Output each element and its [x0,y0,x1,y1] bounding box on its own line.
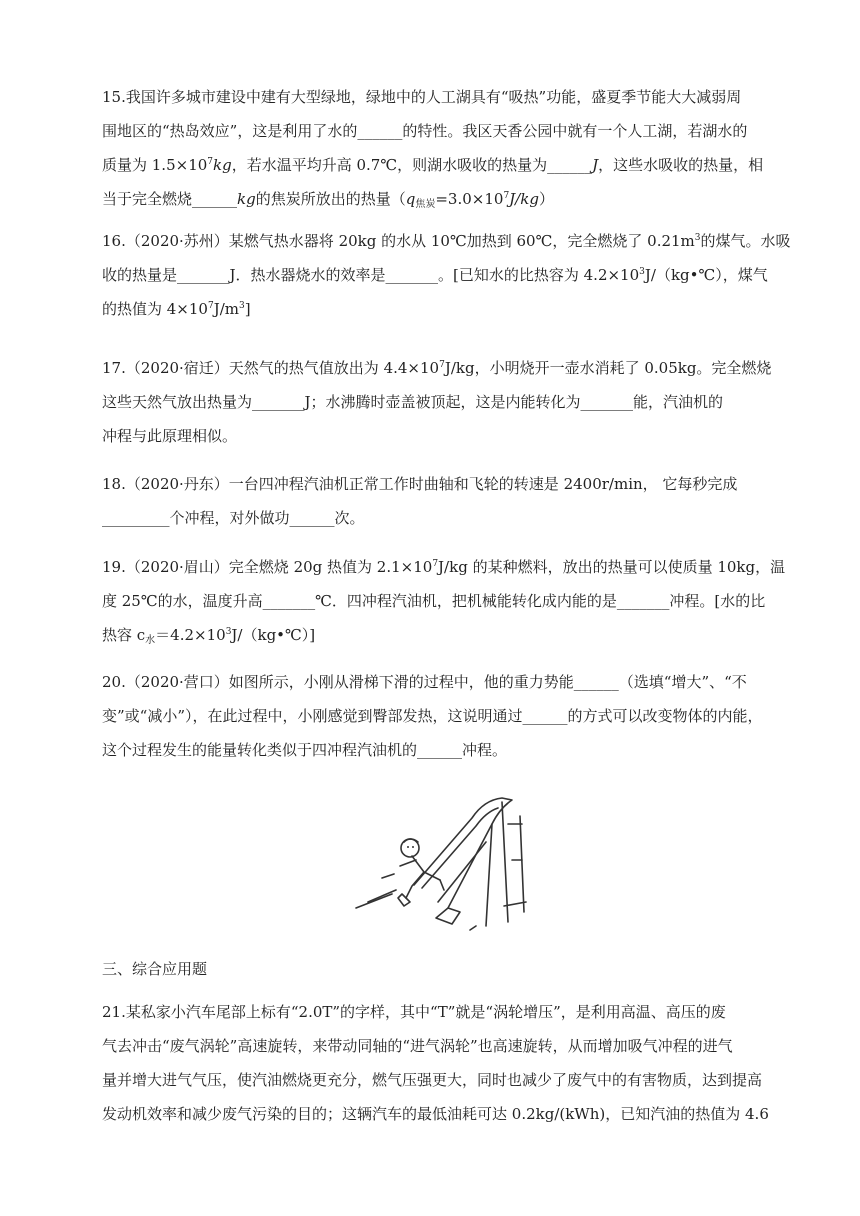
question-17 [102,351,772,453]
question-18 [102,467,762,535]
q21-line-3: 量并增大进气气压，使汽油燃烧更充分，燃气压强更大，同时也减少了废气中的有害物质，达到提高 [102,1071,763,1089]
question-16 [102,224,791,326]
q18-line-1: 18.（2020·丹东）一台四冲程汽油机正常工作时曲轴和飞轮的转速是 2400r/min， 它每秒完成 [102,475,738,493]
q16-line-3: 的热值为 $4\times 10^7J/m^3$] [102,300,251,318]
q19-line-2: 度 25℃的水，温度升高_______℃．四冲程汽油机，把机械能转化成内能的是_______冲程。[水的比 [102,592,766,610]
question-21 [102,995,769,1131]
q21-line-2: 气去冲击“废气涡轮”高速旋转，来带动同轴的“进气涡轮”也高速旋转，从而增加吸气冲程的进气 [102,1037,733,1055]
section-heading: 三、综合应用题 [102,960,208,978]
q16-line-2: 收的热量是_______J．热水器烧水的效率是_______。[已知水的比热容为 $4.2\times 10^3J/(kg•℃)$，煤气 [102,266,768,284]
q17-line-2: 这些天然气放出热量为_______J；水沸腾时壶盖被顶起，这是内能转化为_______能，汽油机的 [102,393,724,411]
q21-line-1: 21.某私家小汽车尾部上标有“2.0T”的字样，其中“T”就是“涡轮增压”，是利用高温、高压的废 [102,1003,726,1021]
q18-line-2: _________个冲程，对外做功______次。 [102,509,365,527]
q16-line-1: 16.（2020·苏州）某燃气热水器将 20kg 的水从 10℃加热到 60℃，完全燃烧了 $0.21m^3$的煤气。水吸 [102,232,791,250]
q15-line-3: 质量为 $1.5\times 10^7kg$，若水温平均升高 0.7℃，则湖水吸收的热量为______J，这些水吸收的热量，相 [102,156,764,174]
slide-illustration [352,790,530,940]
question-15 [102,80,762,216]
q20-line-1: 20.（2020·营口）如图所示，小刚从滑梯下滑的过程中，他的重力势能______（选填“增大”、“不 [102,673,747,691]
q15-line-1: 15.我国许多城市建设中建有大型绿地，绿地中的人工湖具有“吸热”功能，盛夏季节能大大减弱周 [102,88,742,106]
q20-line-2: 变”或“减小”），在此过程中，小刚感觉到臀部发热，这说明通过______的方式可以改变物体的内能， [102,707,763,725]
q19-line-1: 19.（2020·眉山）完全燃烧 20g 热值为 $2.1\times 10^7J/kg$ 的某种燃料，放出的热量可以使质量 10kg，温 [102,558,786,576]
question-19 [102,550,786,652]
q17-line-3: 冲程与此原理相似。 [102,427,238,445]
q20-line-3: 这个过程发生的能量转化类似于四冲程汽油机的______冲程。 [102,741,508,759]
q15-line-4: 当于完全燃烧______kg的焦炭所放出的热量$(q_{焦炭}=3.0\times 10^7J/kg)$ [102,190,554,210]
q21-line-4: 发动机效率和减少废气污染的目的；这辆汽车的最低油耗可达 0.2kg/(kWh)，已知汽油的热值为 4.6 [102,1105,769,1123]
question-20 [102,665,762,767]
q19-line-3: 热容 $c_水=4.2\times 10^3J/(kg•℃)$] [102,626,316,646]
q15-line-2: 围地区的“热岛效应”，这是利用了水的______的特性。我区天香公园中就有一个人工湖，若湖水的 [102,122,748,140]
q17-line-1: 17.（2020·宿迁）天然气的热气值放出为 $4.4\times 10^7J/kg$，小明烧开一壶水消耗了 0.05kg。完全燃烧 [102,359,772,377]
